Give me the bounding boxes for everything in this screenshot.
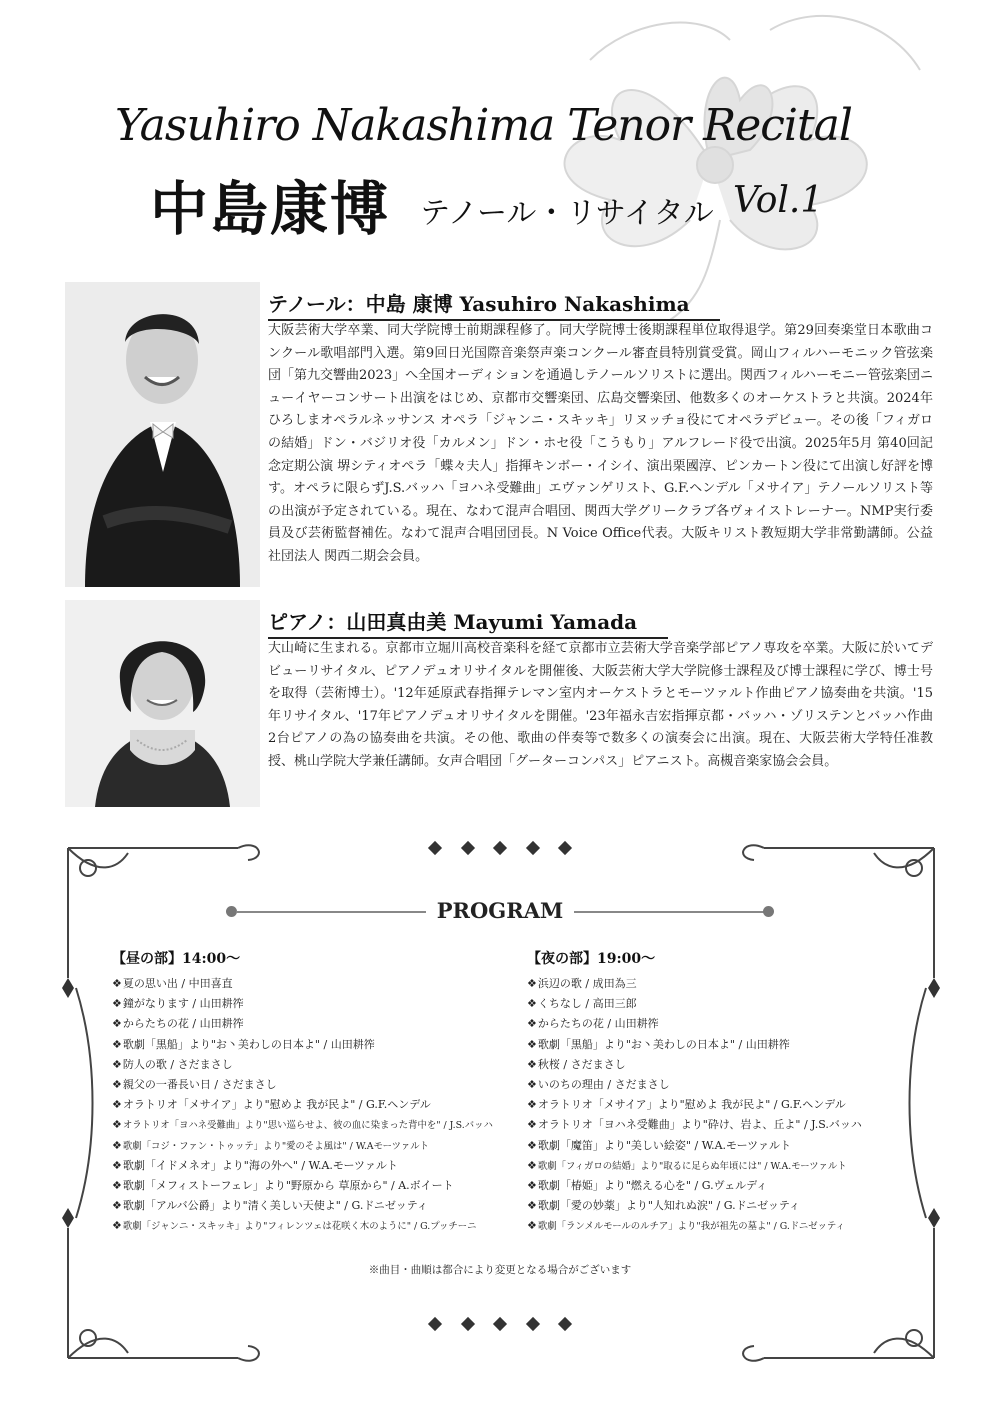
bullet-icon: ❖	[112, 1017, 122, 1031]
bullet-icon: ❖	[112, 1178, 122, 1192]
bullet-icon: ❖	[112, 1138, 122, 1152]
program-item-text: 歌劇「ランメルモールのルチア」より"我が祖先の墓よ" / G.ドニゼッティ	[537, 1221, 845, 1233]
program-item-text: 歌劇「メフィストーフェレ」より"野原から 草原から" / A.ボイート	[122, 1178, 454, 1192]
program-item-text: 浜辺の歌 / 成田為三	[537, 977, 637, 990]
program-item-text: 歌劇「魔笛」より"美しい絵姿" / W.A.モーツァルト	[537, 1138, 792, 1152]
program-item	[527, 1176, 947, 1196]
bullet-icon: ❖	[112, 977, 122, 990]
bullet-icon: ❖	[112, 1037, 122, 1051]
bullet-icon: ❖	[527, 1118, 537, 1132]
recital-subtitle: テノール・リサイタル	[420, 196, 714, 231]
program-item-text: からたちの花 / 山田耕筰	[122, 1017, 244, 1031]
program-title: PROGRAM	[436, 898, 564, 923]
program-item	[527, 1014, 947, 1034]
day-program-heading: 【昼の部】14:00〜	[112, 951, 241, 967]
bullet-icon: ❖	[112, 1158, 122, 1172]
program-item	[112, 1196, 532, 1216]
pianist-biography: 大山崎に生まれる。京都市立堀川高校音楽科を経て京都市立芸術大学音楽学部ピアノ専攻を卒業。大阪に於いてデビューリサイタル、ピアノデュオリサイタルを開催後、大阪芸術大学大学院修士課程及び博士課程に学び、博士号を取得（芸術博士）。'12年延原武春指揮テレマン室内オーケストラとモーツァルト作曲ピアノ協奏曲を共演。'15年リサイタル、'17年ピアノデュオリサイタルを開催。'23年福永吉宏指揮京都・バッハ・ゾリステンとバッハ作曲2台ピアノの為の協奏曲を共演。その他、歌曲の伴奏等で数多くの演奏会に出演。現在、大阪芸術大学特任准教授、桃山学院大学兼任講師。女声合唱団「グーターコンパス」ピアニスト。高槻音楽家協会会員。	[268, 641, 933, 769]
program-item	[527, 1115, 947, 1135]
program-item	[112, 974, 532, 994]
program-item	[112, 994, 532, 1014]
program-line-left	[236, 911, 426, 913]
program-item-text: 夏の思い出 / 中田喜直	[122, 977, 233, 990]
bullet-icon: ❖	[527, 1098, 537, 1112]
program-item-text: いのちの理由 / さだまさし	[537, 1077, 670, 1091]
pianist-photo	[65, 600, 260, 807]
program-item	[112, 1136, 532, 1156]
program-item	[112, 1055, 532, 1075]
program-item	[112, 1156, 532, 1176]
program-item	[112, 1035, 532, 1055]
program-item	[527, 1055, 947, 1075]
program-item	[527, 1216, 947, 1236]
program-item-text: 鐘がなります / 山田耕筰	[122, 997, 244, 1011]
program-item	[112, 1014, 532, 1034]
program-item-text: 秋桜 / さだまさし	[537, 1057, 626, 1071]
program-item	[112, 1216, 532, 1236]
program-item-text: 歌劇「愛の妙薬」より"人知れぬ涙" / G.ドニゼッティ	[537, 1199, 801, 1213]
program-item-text: 歌劇「黒船」より"お丶美わしの日本よ" / 山田耕筰	[122, 1037, 375, 1051]
bullet-icon: ❖	[527, 1077, 537, 1091]
night-program-heading: 【夜の部】19:00〜	[527, 951, 656, 967]
top-diamond-ornament	[430, 843, 570, 853]
program-item	[112, 1075, 532, 1095]
bullet-icon: ❖	[527, 1158, 537, 1172]
program-item	[527, 994, 947, 1014]
program-item-text: 歌劇「フィガロの結婚」より"取るに足らぬ年頃には" / W.A.モーツァルト	[537, 1160, 847, 1172]
program-item-text: オラトリオ「メサイア」より"慰めよ 我が民よ" / G.F.ヘンデル	[537, 1098, 846, 1112]
program-item	[527, 974, 947, 994]
bullet-icon: ❖	[112, 1199, 122, 1213]
bullet-icon: ❖	[527, 977, 537, 990]
tenor-photo	[65, 282, 260, 587]
program-night-section	[527, 948, 947, 1236]
volume-label: Vol.1	[733, 180, 824, 221]
program-item-text: くちなし / 高田三郎	[537, 997, 637, 1011]
program-item	[112, 1095, 532, 1115]
program-item-text: 親父の一番長い日 / さだまさし	[122, 1077, 277, 1091]
program-item	[527, 1075, 947, 1095]
program-item-text: 歌劇「アルバ公爵」より"清く美しい天使よ" / G.ドニゼッティ	[122, 1199, 428, 1213]
bullet-icon: ❖	[527, 1199, 537, 1213]
program-item	[527, 1136, 947, 1156]
bullet-icon: ❖	[112, 1098, 122, 1112]
program-item-text: オラトリオ「ヨハネ受難曲」より"砕け、岩よ、丘よ" / J.S.バッハ	[537, 1118, 862, 1132]
program-item	[527, 1156, 947, 1176]
bullet-icon: ❖	[527, 1037, 537, 1051]
program-item-text: 防人の歌 / さだまさし	[122, 1057, 233, 1071]
program-item-text: 歌劇「イドメネオ」より"海の外へ" / W.A.モーツァルト	[122, 1158, 398, 1172]
tenor-heading: テノール：中島 康博 Yasuhiro Nakashima	[268, 288, 720, 321]
bullet-icon: ❖	[527, 1017, 537, 1031]
program-item-text: 歌劇「コジ・ファン・トゥッテ」より"愛のそよ風は" / W.Aモーツァルト	[122, 1140, 429, 1152]
program-item-text: オラトリオ「メサイア」より"慰めよ 我が民よ" / G.F.ヘンデル	[122, 1098, 431, 1112]
bullet-icon: ❖	[112, 1077, 122, 1091]
program-item-text: オラトリオ「ヨハネ受難曲」より"思い巡らせよ、彼の血に染まった背中を" / J.S.バッハ	[122, 1120, 493, 1132]
day-program-list	[112, 974, 532, 1236]
program-item	[112, 1115, 532, 1135]
recital-title-english: Yasuhiro Nakashima Tenor Recital	[115, 100, 852, 151]
program-item-text: 歌劇「黒船」より"お丶美わしの日本よ" / 山田耕筰	[537, 1037, 790, 1051]
flower-illustration	[470, 0, 950, 320]
bullet-icon: ❖	[112, 1057, 122, 1071]
bullet-icon: ❖	[112, 1118, 122, 1132]
performer-name-title: 中島康博	[150, 175, 391, 243]
bullet-icon: ❖	[527, 997, 537, 1011]
program-item	[527, 1196, 947, 1216]
program-item-text: 歌劇「椿姫」より"燃える心を" / G.ヴェルディ	[537, 1178, 768, 1192]
program-item	[527, 1035, 947, 1055]
bullet-icon: ❖	[527, 1138, 537, 1152]
bullet-icon: ❖	[527, 1219, 537, 1233]
night-program-list	[527, 974, 947, 1236]
bullet-icon: ❖	[112, 1219, 122, 1233]
program-line-right	[574, 911, 764, 913]
program-item	[527, 1095, 947, 1115]
bullet-icon: ❖	[112, 997, 122, 1011]
bottom-diamond-ornament	[430, 1319, 570, 1329]
program-day-section	[112, 948, 532, 1236]
bullet-icon: ❖	[527, 1057, 537, 1071]
program-item-text: 歌劇「ジャンニ・スキッキ」より"フィレンツェは花咲く木のように" / G.プッチーニ	[122, 1221, 477, 1233]
program-item	[112, 1176, 532, 1196]
tenor-biography: 大阪芸術大学卒業、同大学院博士前期課程修了。同大学院博士後期課程単位取得退学。第29回奏楽堂日本歌曲コンクール歌唱部門入選。第9回日光国際音楽祭声楽コンクール審査員特別賞受賞。岡山フィルハーモニック管弦楽団「第九交響曲2023」へ全国オーディションを通過しテノールソリストに選出。関西フィルハーモニー管弦楽団ニューイヤーコンサート出演をはじめ、京都市交響楽団、広島交響楽団、他数多くのオーケストラと共演。2024年ひろしまオペラルネッサンス オペラ「ジャンニ・スキッキ」リヌッチョ役にてオペラデビュー。その後「フィガロの結婚」ドン・バジリオ役「カルメン」ドン・ホセ役「こうもり」アルフレード役で出演。2025年5月 第40回記念定期公演 堺シティオペラ「蝶々夫人」指揮キンボー・イシイ、演出栗國淳、ピンカートン役にて出演し好評を博す。オペラに限らずJ.S.バッハ「ヨハネ受難曲」エヴァンゲリスト、G.F.ヘンデル「メサイア」テノールソリスト等の出演が予定されている。現在、なわて混声合唱団、関西大学グリークラブ各ヴォイストレーナー。NMP実行委員及び芸術監督補佐。なわて混声合唱団団長。N Voice Office代表。大阪キリスト教短期大学非常勤講師。公益社団法人 関西二期会会員。	[268, 323, 934, 564]
program-note: ※曲目・曲順は都合により変更となる場合がございます	[368, 1264, 632, 1276]
bullet-icon: ❖	[527, 1178, 537, 1192]
pianist-heading: ピアノ：山田真由美 Mayumi Yamada	[268, 606, 668, 639]
program-line-right-dot	[763, 906, 774, 917]
program-item-text: からたちの花 / 山田耕筰	[537, 1017, 659, 1031]
